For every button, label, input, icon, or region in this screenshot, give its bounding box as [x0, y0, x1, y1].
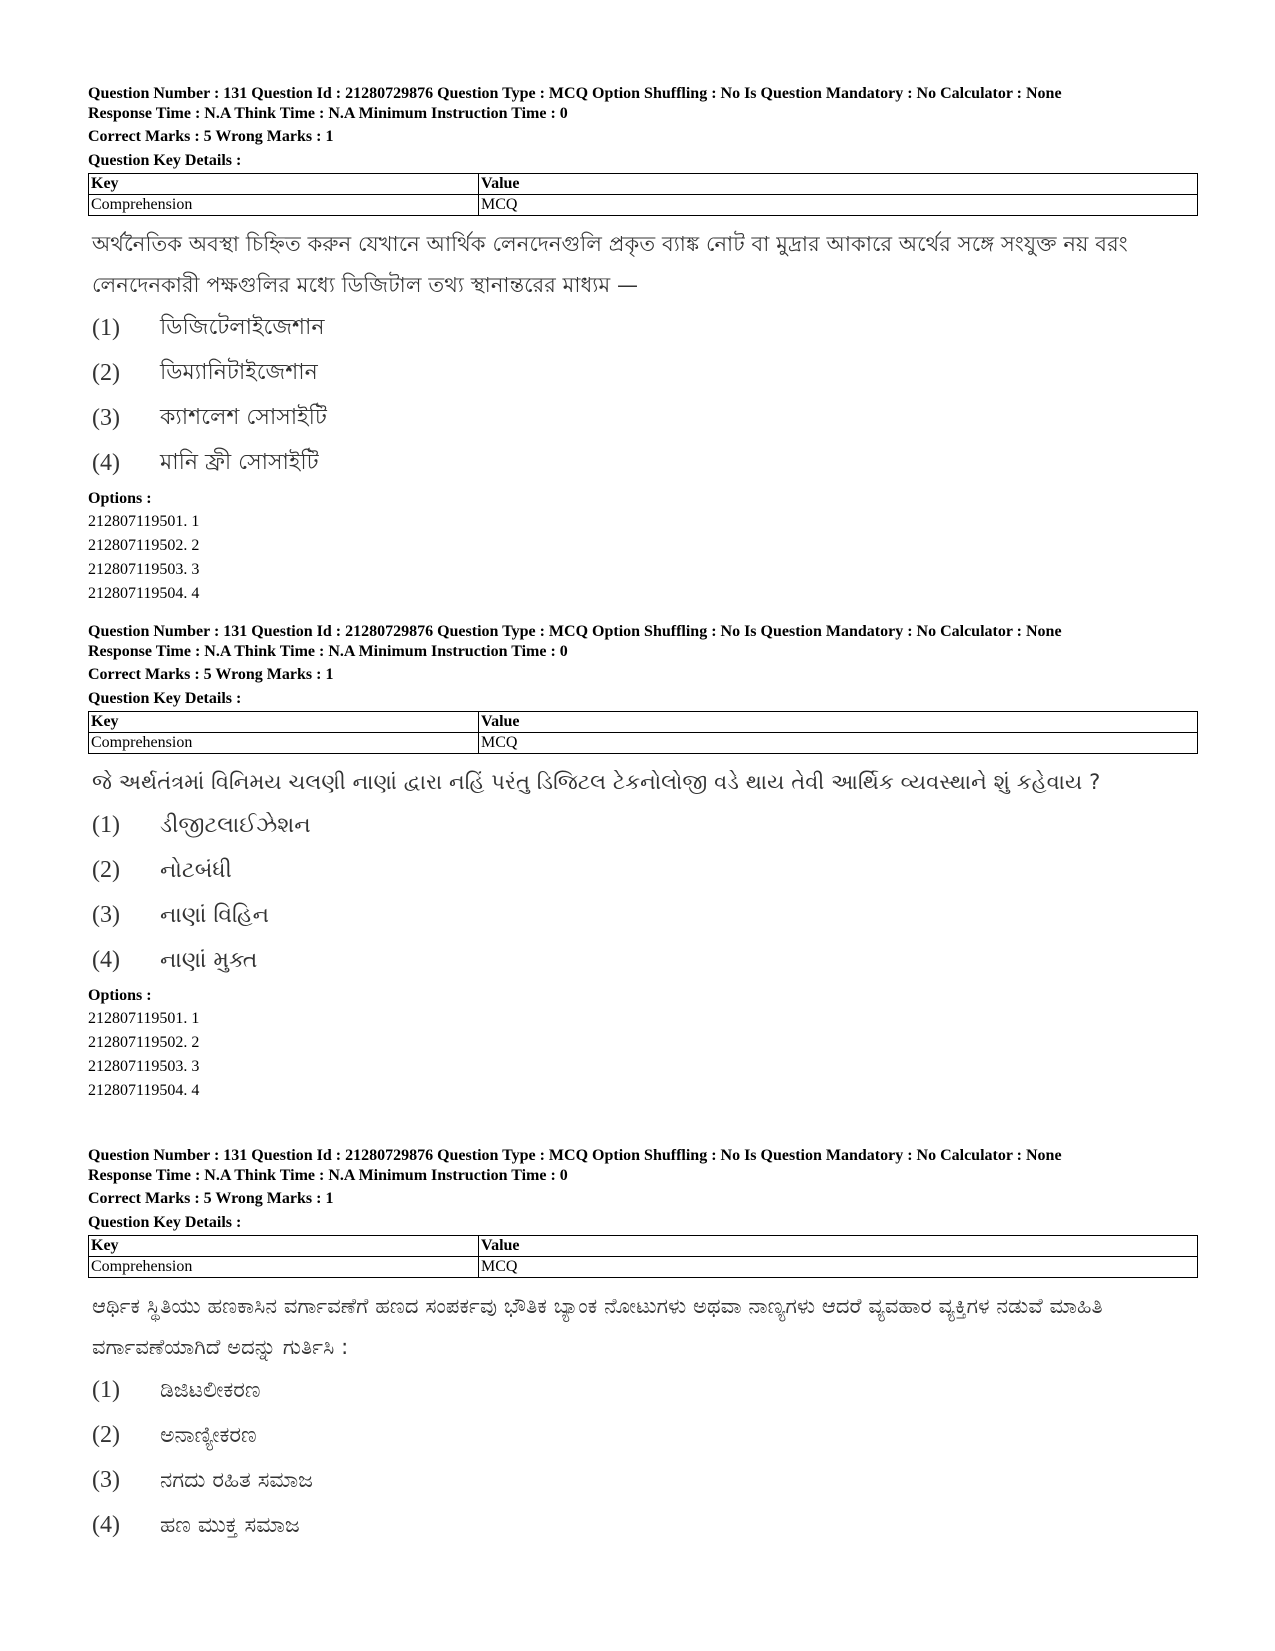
marks-line: Correct Marks : 5 Wrong Marks : 1	[88, 128, 334, 145]
option-id-1: 212807119501. 1	[88, 1010, 200, 1027]
value-header: Value	[479, 712, 1198, 733]
question-meta-line-1: Question Number : 131 Question Id : 21280729876 Question Type : MCQ Option Shuffling : No Is Question Mandatory : No Calculator : None	[88, 623, 1062, 640]
question-block-3	[88, 1146, 1198, 1548]
question-text: অর্থনৈতিক অবস্থা চিহ্নিত করুন যেখানে আর্থিক লেনদেনগুলি প্রকৃত ব্যাঙ্ক নোট বা মুদ্রার আকারে অর্থের সঙ্গে সংযুক্ত নয় বরং লেনদেনকারী পক্ষগুলির মধ্যে ডিজিটাল তথ্য স্থানান্তরের মাধ্যম —	[92, 232, 1128, 297]
option-id-4: 212807119504. 4	[88, 1082, 200, 1099]
choice-3	[92, 1458, 1198, 1503]
choice-text: ડીજીટલાઈઝેશન	[160, 813, 311, 838]
choice-4	[92, 1503, 1198, 1548]
choice-number: (2)	[92, 360, 120, 386]
key-details-label: Question Key Details :	[88, 152, 242, 169]
question-image	[92, 762, 1198, 983]
choice-2	[92, 848, 1198, 893]
choice-text: ಹಣ ಮುಕ್ತ ಸಮಾಜ	[160, 1513, 300, 1538]
choice-text: মানি ফ্রী সোসাইটি	[160, 450, 319, 475]
choice-text: નાણાં મુક્ત	[160, 948, 258, 973]
question-meta-line-1: Question Number : 131 Question Id : 21280729876 Question Type : MCQ Option Shuffling : No Is Question Mandatory : No Calculator : None	[88, 85, 1062, 102]
marks-line: Correct Marks : 5 Wrong Marks : 1	[88, 1190, 334, 1207]
key-details-table	[88, 711, 1198, 754]
question-meta-line-2: Response Time : N.A Think Time : N.A Minimum Instruction Time : 0	[88, 1167, 568, 1184]
key-header: Key	[89, 712, 479, 733]
question-meta-line-1: Question Number : 131 Question Id : 21280729876 Question Type : MCQ Option Shuffling : No Is Question Mandatory : No Calculator : None	[88, 1147, 1062, 1164]
question-meta	[88, 1146, 1198, 1186]
choice-text: નોટબંધી	[160, 858, 232, 883]
question-text: ಆರ್ಥಿಕ ಸ್ಥಿತಿಯು ಹಣಕಾಸಿನ ವರ್ಗಾವಣೆಗೆ ಹಣದ ಸಂಪರ್ಕವು ಭೌತಿಕ ಬ್ಯಾಂಕ ನೋಟುಗಳು ಅಥವಾ ನಾಣ್ಯಗಳು ಆದರೆ ವ್ಯವಹಾರ ವ್ಯಕ್ತಿಗಳ ನಡುವೆ ಮಾಹಿತಿ ವರ್ಗಾವಣೆಯಾಗಿದೆ ಅದನ್ನು ಗುರ್ತಿಸಿ :	[92, 1294, 1103, 1359]
key-details-label: Question Key Details :	[88, 1214, 242, 1231]
choice-text: ನಗದು ರಹಿತ ಸಮಾಜ	[160, 1468, 313, 1493]
choice-number: (3)	[92, 405, 120, 431]
key-header: Key	[89, 1236, 479, 1257]
value-cell: MCQ	[479, 733, 1198, 754]
key-cell: Comprehension	[89, 1257, 479, 1278]
choice-2	[92, 1413, 1198, 1458]
key-details-label: Question Key Details :	[88, 690, 242, 707]
question-text: જે અર્થતંત્રમાં વિનિમય ચલણી નાણાં દ્વારા નહિં પરંતુ ડિજિટલ ટેકનોલોજી વડે થાય તેવી આર્થિક વ્યવસ્થાને શું કહેવાય ?	[92, 770, 1101, 794]
value-cell: MCQ	[479, 195, 1198, 216]
choice-3	[92, 893, 1198, 938]
choice-number: (4)	[92, 450, 120, 476]
option-id-3: 212807119503. 3	[88, 1058, 200, 1075]
key-details-table	[88, 1235, 1198, 1278]
question-image	[92, 224, 1198, 486]
choice-number: (2)	[92, 1422, 120, 1448]
choice-3	[92, 396, 1198, 441]
choice-number: (3)	[92, 1467, 120, 1493]
option-id-3: 212807119503. 3	[88, 561, 200, 578]
value-header: Value	[479, 1236, 1198, 1257]
option-id-2: 212807119502. 2	[88, 537, 200, 554]
choice-number: (4)	[92, 947, 120, 973]
question-block-1	[88, 84, 1198, 606]
choice-4	[92, 441, 1198, 486]
key-cell: Comprehension	[89, 733, 479, 754]
key-header: Key	[89, 174, 479, 195]
choice-number: (2)	[92, 857, 120, 883]
choice-number: (1)	[92, 1377, 120, 1403]
question-image	[92, 1286, 1198, 1548]
choice-2	[92, 351, 1198, 396]
choice-1	[92, 1368, 1198, 1413]
choice-number: (1)	[92, 315, 120, 341]
choice-number: (3)	[92, 902, 120, 928]
choice-text: ಡಿಜಿಟಲೀಕರಣ	[160, 1378, 261, 1403]
question-meta-line-2: Response Time : N.A Think Time : N.A Minimum Instruction Time : 0	[88, 643, 568, 660]
choice-text: ಅನಾಣ್ಯೀಕರಣ	[160, 1423, 257, 1448]
value-header: Value	[479, 174, 1198, 195]
choice-text: ক্যাশলেশ সোসাইটি	[160, 405, 327, 430]
option-id-2: 212807119502. 2	[88, 1034, 200, 1051]
marks-line: Correct Marks : 5 Wrong Marks : 1	[88, 666, 334, 683]
key-cell: Comprehension	[89, 195, 479, 216]
choice-1	[92, 803, 1198, 848]
choice-text: નાણાં વિહિન	[160, 903, 270, 928]
choice-text: ডিজিটেলাইজেশান	[160, 315, 325, 340]
choice-number: (1)	[92, 812, 120, 838]
options-label: Options :	[88, 490, 152, 507]
key-details-table	[88, 173, 1198, 216]
question-meta	[88, 622, 1198, 662]
options-label: Options :	[88, 987, 152, 1004]
question-meta	[88, 84, 1198, 124]
question-meta-line-2: Response Time : N.A Think Time : N.A Minimum Instruction Time : 0	[88, 105, 568, 122]
choice-1	[92, 306, 1198, 351]
option-id-1: 212807119501. 1	[88, 513, 200, 530]
value-cell: MCQ	[479, 1257, 1198, 1278]
choice-text: ডিম্যানিটাইজেশান	[160, 360, 318, 385]
choice-number: (4)	[92, 1512, 120, 1538]
question-block-2	[88, 622, 1198, 1103]
choice-4	[92, 938, 1198, 983]
option-id-4: 212807119504. 4	[88, 585, 200, 602]
